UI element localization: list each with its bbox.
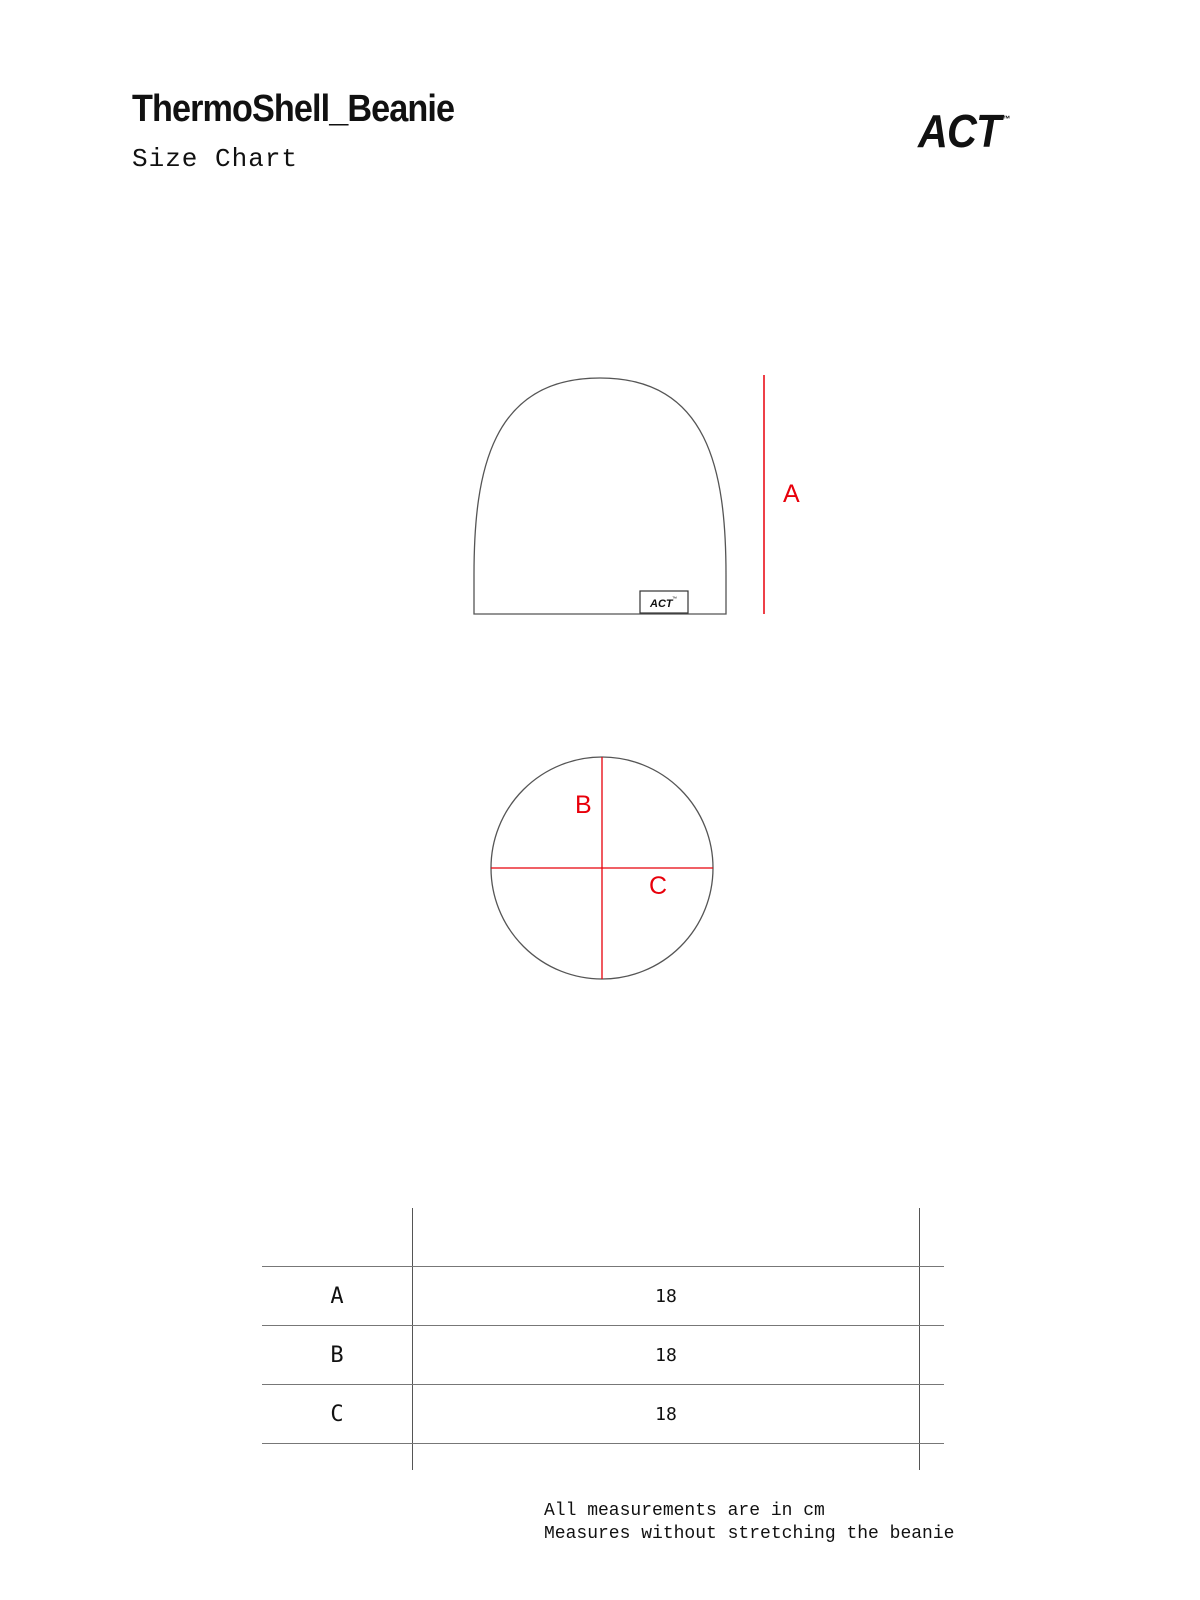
row-label: C: [262, 1385, 413, 1444]
beanie-outline: [474, 378, 726, 614]
size-table-footer-row: [262, 1444, 944, 1471]
size-table-header-row: [262, 1208, 944, 1267]
row-value: 18: [413, 1326, 920, 1385]
measure-label-c: C: [649, 872, 668, 900]
row-value: 18: [413, 1385, 920, 1444]
size-table: [262, 1208, 944, 1470]
table-row: [262, 1267, 944, 1326]
row-label: B: [262, 1326, 413, 1385]
page-title: ThermoShell_Beanie: [132, 88, 455, 130]
size-table-header-label-cell: [262, 1208, 413, 1267]
row-label: A: [262, 1267, 413, 1326]
note-stretch: Measures without stretching the beanie: [544, 1524, 955, 1544]
beanie-tag-mark: ™: [672, 596, 677, 602]
measure-label-b: B: [575, 791, 592, 819]
table-row: [262, 1326, 944, 1385]
measurement-notes: [544, 1500, 954, 1546]
beanie-tag-text: ACT: [650, 598, 673, 610]
row-value: 18: [413, 1267, 920, 1326]
table-row: [262, 1385, 944, 1444]
trademark-mark: ™: [1002, 114, 1010, 124]
measure-label-a: A: [783, 480, 800, 508]
note-units: All measurements are in cm: [544, 1501, 825, 1521]
brand-logo-text: ACT: [918, 105, 1001, 157]
size-table-header-value-cell: [413, 1208, 920, 1267]
page-subtitle: Size Chart: [132, 144, 299, 174]
